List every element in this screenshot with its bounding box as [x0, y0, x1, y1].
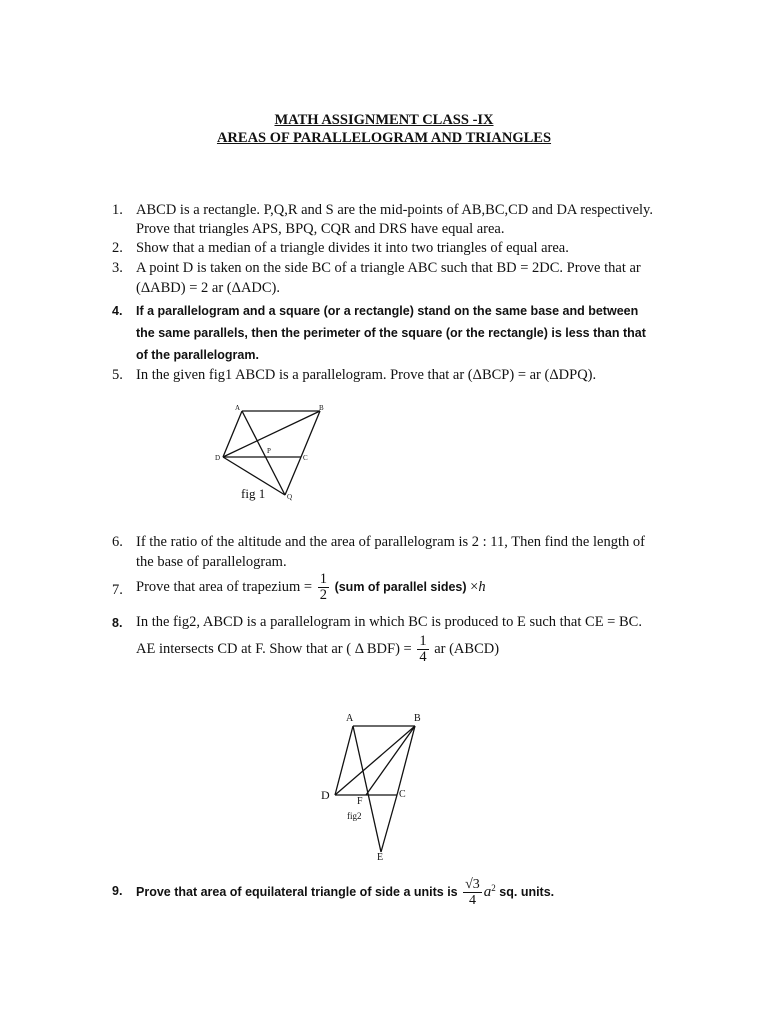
fig2-line-bf	[366, 726, 415, 795]
fig2-label-a: A	[346, 713, 354, 724]
fig2-side-bc	[397, 726, 415, 795]
fraction	[463, 877, 482, 908]
question-text-start: AE intersects CD at F. Show that ar ( Δ BDF) =	[136, 641, 412, 657]
question-text-start: Prove that area of trapezium =	[136, 579, 313, 595]
fig1-label-c: C	[303, 454, 308, 462]
fraction	[318, 572, 329, 603]
fig2-diagonal-bd	[335, 726, 415, 795]
fraction-numerator: 1	[319, 571, 327, 588]
question-text-end: ar (ABCD)	[434, 641, 500, 657]
question-text: the base of parallelogram.	[136, 554, 287, 570]
fig2-label-d: D	[321, 788, 330, 802]
question-text: In the fig2, ABCD is a parallelogram in which BC is produced to E such that CE = BC.	[136, 614, 642, 630]
fig1-side-bc	[301, 411, 320, 457]
fraction	[417, 634, 428, 665]
variable-a: a	[483, 884, 492, 901]
question-number: 6.	[112, 534, 123, 550]
question-text	[136, 567, 486, 607]
fig1-line-cq	[285, 457, 301, 495]
fig2-caption: fig2	[347, 811, 362, 821]
question-text: If a parallelogram and a square (or a rectangle) stand on the same base and between	[136, 304, 639, 318]
question-number: 5.	[112, 367, 123, 383]
fig2-label-c: C	[399, 789, 406, 800]
question-text: In the given fig1 ABCD is a parallelogram. Prove that ar (ΔBCP) = ar (ΔDPQ).	[136, 367, 597, 383]
fig2-side-ad	[335, 726, 353, 795]
question-text	[136, 869, 554, 911]
title-line-1: MATH ASSIGNMENT CLASS -IX	[274, 112, 494, 128]
question-text-end: sq. units.	[499, 885, 555, 900]
question-text-end: (sum of parallel sides)	[334, 580, 467, 594]
fig1-caption: fig 1	[241, 486, 266, 501]
times-symbol: ×	[470, 579, 479, 595]
question-number: 3.	[112, 260, 123, 276]
figure-2	[315, 708, 435, 868]
fraction-denominator: 4	[468, 893, 476, 909]
fig1-side-ad	[223, 411, 242, 457]
fig1-label-b: B	[319, 404, 324, 412]
fig2-line-ae	[353, 726, 381, 852]
fig1-line-bd	[223, 411, 320, 457]
question-number: 2.	[112, 240, 123, 256]
fraction-denominator: 4	[419, 649, 427, 666]
fig2-label-f: F	[357, 796, 363, 807]
question-text: (ΔABD) = 2 ar (ΔADC).	[136, 280, 281, 296]
title-line-2: AREAS OF PARALLELOGRAM AND TRIANGLES	[216, 130, 552, 146]
question-text: the same parallels, then the perimeter of the square (or the rectangle) is less than that	[136, 326, 646, 340]
question-text: Show that a median of a triangle divides it into two triangles of equal area.	[136, 240, 569, 256]
question-number: 8.	[112, 616, 123, 630]
question-text: Prove that triangles APS, BPQ, CQR and DRS have equal area.	[136, 221, 505, 237]
fig1-label-p: P	[267, 447, 271, 455]
fig2-line-ce	[381, 795, 397, 852]
question-number: 9.	[112, 884, 123, 898]
question-number: 4.	[112, 304, 123, 318]
exponent: 2	[491, 883, 496, 893]
question-text	[136, 629, 499, 669]
question-text: of the parallelogram.	[136, 348, 259, 362]
question-number: 7.	[112, 582, 123, 598]
figure-1	[205, 398, 345, 508]
question-text-start: Prove that area of equilateral triangle of side a units is	[136, 885, 458, 900]
question-text: If the ratio of the altitude and the area of parallelogram is 2 : 11, Then find the length of	[136, 534, 645, 550]
fig1-label-d: D	[215, 454, 221, 462]
fraction-numerator: 1	[419, 633, 427, 650]
question-text: ABCD is a rectangle. P,Q,R and S are the mid-points of AB,BC,CD and DA respectively.	[136, 202, 653, 218]
fig1-label-q: Q	[287, 493, 293, 501]
fig2-label-e: E	[377, 852, 384, 863]
question-text: A point D is taken on the side BC of a triangle ABC such that BD = 2DC. Prove that ar	[136, 260, 641, 276]
question-number: 1.	[112, 202, 123, 218]
variable-h: h	[478, 579, 486, 595]
fraction-denominator: 2	[319, 587, 327, 604]
fig2-label-b: B	[414, 713, 421, 724]
fig1-label-a: A	[235, 404, 241, 412]
fraction-numerator: √3	[465, 877, 480, 893]
